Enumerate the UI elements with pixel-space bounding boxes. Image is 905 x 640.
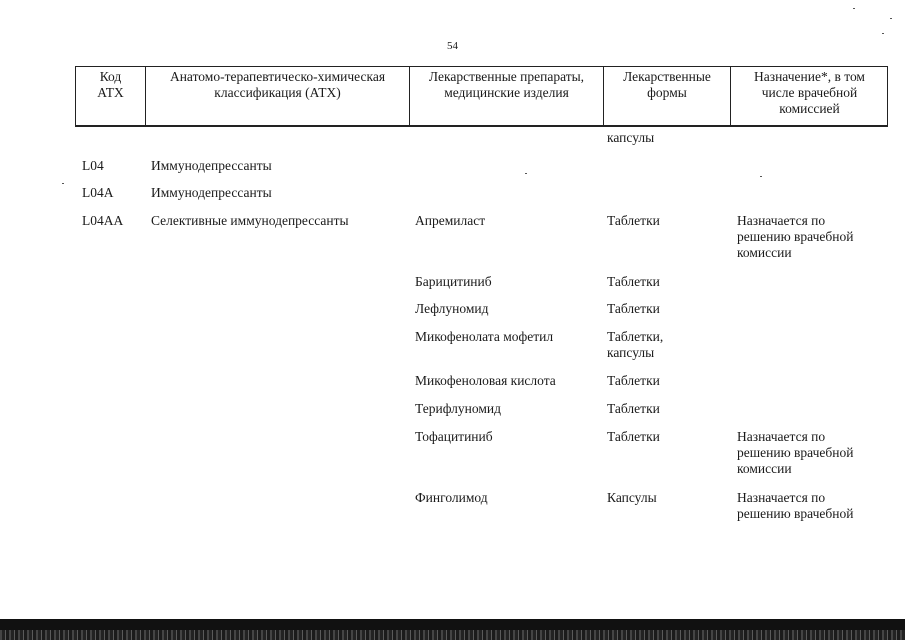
header-purpose — [730, 67, 888, 125]
drug-form: Таблетки — [607, 373, 660, 388]
header-code-label: Код АТХ — [97, 69, 124, 100]
drug-form: Таблетки — [607, 274, 660, 289]
drug-name: Барицитиниб — [415, 274, 492, 289]
drug-name: Микофеноловая кислота — [415, 373, 556, 388]
drug-form: Таблетки, капсулы — [607, 329, 664, 360]
header-classification-label: Анатомо-терапевтическо-химическая классификация (АТХ) — [169, 69, 386, 100]
group-code: L04 — [82, 158, 104, 173]
drug-name: Терифлуномид — [415, 401, 501, 416]
drug-name: Лефлуномид — [415, 301, 489, 316]
drug-form: Таблетки — [607, 301, 660, 316]
table-header — [75, 66, 888, 127]
scan-edge-grain — [0, 630, 905, 640]
header-drugs-label: Лекарственные препараты, медицинские изделия — [428, 69, 585, 100]
page-number: 54 — [447, 40, 458, 52]
drug-form: Таблетки — [607, 213, 660, 228]
group-name: Иммунодепрессанты — [151, 158, 272, 173]
header-classification — [145, 67, 409, 125]
drug-name: Апремиласт — [415, 213, 486, 228]
drug-name: Финголимод — [415, 490, 488, 505]
header-drugs — [409, 67, 603, 125]
drug-name: Тофацитиниб — [415, 429, 493, 444]
group-code: L04AA — [82, 213, 124, 228]
header-purpose-label: Назначение*, в том числе врачебной комиссией — [754, 69, 865, 116]
header-code — [76, 67, 145, 125]
drug-purpose: Назначается по решению врачебной комиссии — [737, 213, 854, 260]
drug-form: Капсулы — [607, 490, 657, 505]
drug-name: Микофенолата мофетил — [415, 329, 554, 344]
group-name: Селективные иммунодепрессанты — [151, 213, 349, 228]
header-forms-label: Лекарственные формы — [623, 69, 711, 100]
drug-form: Таблетки — [607, 401, 660, 416]
group-name: Иммунодепрессанты — [151, 185, 272, 200]
header-forms — [603, 67, 730, 125]
continuation-form: капсулы — [607, 130, 655, 145]
group-code: L04A — [82, 185, 114, 200]
drug-purpose: Назначается по решению врачебной комиссии — [737, 429, 854, 476]
drug-form: Таблетки — [607, 429, 660, 444]
drug-purpose: Назначается по решению врачебной — [737, 490, 854, 521]
